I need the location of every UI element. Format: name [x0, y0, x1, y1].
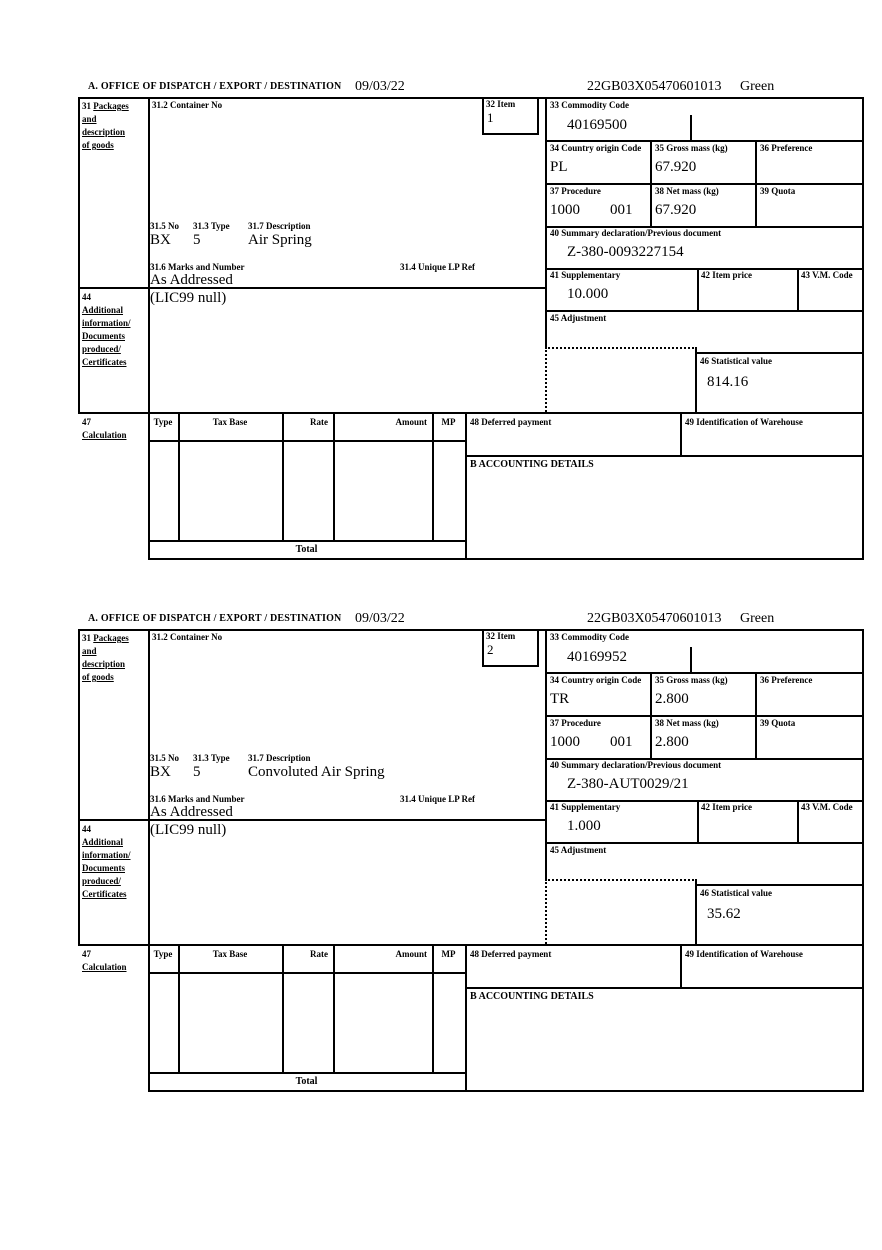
commodity-code-value: 40169500: [567, 117, 627, 133]
box44-additional-info-label: [82, 823, 131, 901]
divider: [482, 665, 539, 667]
divider: [78, 412, 864, 414]
package-no-label: 31.5 No: [150, 221, 179, 231]
divider: [862, 97, 864, 560]
box47-number: 47: [82, 417, 91, 427]
container-no-label: 31.2 Container No: [152, 632, 223, 642]
unique-lp-ref-label: 31.4 Unique LP Ref: [400, 794, 476, 804]
previous-document-value: Z-380-AUT0029/21: [567, 776, 689, 792]
country-origin-value: TR: [550, 691, 570, 707]
divider: [690, 115, 692, 140]
divider: [545, 672, 864, 674]
divider: [78, 629, 80, 944]
divider: [148, 558, 864, 560]
package-no-value: BX: [150, 232, 171, 248]
country-origin-label: 34 Country origin Code: [550, 675, 642, 685]
package-no-label: 31.5 No: [150, 753, 179, 763]
divider: [432, 412, 434, 540]
divider: [697, 800, 699, 842]
calc-col-mp: MP: [441, 417, 456, 427]
divider: [333, 944, 335, 1072]
divider: [545, 715, 864, 717]
divider: [148, 97, 150, 560]
package-no-value: BX: [150, 764, 171, 780]
divider: [178, 412, 180, 540]
divider: [537, 97, 539, 135]
box44-word: Certificates: [82, 357, 127, 367]
marks-value: As Addressed: [150, 804, 233, 820]
divider: [697, 268, 699, 310]
divider: [465, 944, 467, 1092]
additional-info-value: (LIC99 null): [150, 822, 227, 838]
box31-packages-label: [82, 632, 129, 684]
quota-label: 39 Quota: [760, 718, 796, 728]
divider: [465, 987, 864, 989]
description-label: 31.7 Description: [248, 753, 311, 763]
divider: [482, 97, 484, 135]
divider: [650, 140, 652, 226]
previous-document-label: 40 Summary declaration/Previous document: [550, 760, 722, 770]
divider: [148, 629, 150, 1092]
additional-info-value: (LIC99 null): [150, 290, 227, 306]
divider: [695, 884, 864, 886]
divider: [148, 540, 467, 542]
item-number-value: 1: [487, 110, 494, 125]
divider: [148, 1090, 864, 1092]
divider: [333, 412, 335, 540]
valuation-dotted-border: [545, 879, 547, 944]
procedure-value-1: 1000: [550, 734, 580, 750]
marks-label: 31.6 Marks and Number: [150, 262, 245, 272]
supplementary-value: 1.000: [567, 818, 601, 834]
divider: [695, 879, 697, 944]
divider: [862, 629, 864, 1092]
divider: [78, 629, 864, 631]
calc-col-amount: Amount: [395, 417, 427, 427]
box31-word: Packages: [93, 101, 129, 111]
net-mass-value: 2.800: [655, 734, 689, 750]
calc-col-tax-base: Tax Base: [212, 417, 248, 427]
box31-word: and: [82, 646, 97, 656]
divider: [148, 972, 467, 974]
adjustment-label: 45 Adjustment: [550, 313, 607, 323]
accounting-details-label: B ACCOUNTING DETAILS: [470, 459, 594, 470]
quota-label: 39 Quota: [760, 186, 796, 196]
supplementary-label: 41 Supplementary: [550, 802, 621, 812]
valuation-dotted-border: [545, 347, 697, 349]
declaration-date: 09/03/22: [355, 79, 405, 94]
divider: [755, 140, 757, 226]
divider: [537, 629, 539, 667]
preference-label: 36 Preference: [760, 143, 813, 153]
divider: [78, 944, 864, 946]
net-mass-value: 67.920: [655, 202, 697, 218]
box44-number: 44: [82, 824, 91, 834]
statistical-value-label: 46 Statistical value: [700, 888, 772, 898]
declaration-reference: 22GB03X05470601013: [587, 79, 722, 94]
gross-mass-label: 35 Gross mass (kg): [655, 143, 728, 153]
procedure-label: 37 Procedure: [550, 186, 601, 196]
deferred-payment-label: 48 Deferred payment: [470, 949, 552, 959]
country-origin-value: PL: [550, 159, 568, 175]
preference-label: 36 Preference: [760, 675, 813, 685]
box47-word: Calculation: [82, 962, 127, 972]
box44-word: information/: [82, 318, 131, 328]
description-value: Air Spring: [248, 232, 312, 248]
divider: [78, 97, 864, 99]
calc-total-label: Total: [295, 544, 318, 555]
box44-additional-info-label: [82, 291, 131, 369]
divider: [695, 352, 864, 354]
procedure-value-2: 001: [610, 734, 633, 750]
commodity-code-label: 33 Commodity Code: [550, 632, 629, 642]
box44-word: Documents: [82, 331, 125, 341]
vm-code-label: 43 V.M. Code: [801, 802, 853, 812]
warehouse-id-label: 49 Identification of Warehouse: [685, 417, 803, 427]
box31-packages-label: [82, 100, 129, 152]
divider: [545, 97, 547, 347]
package-type-label: 31.3 Type: [193, 221, 230, 231]
statistical-value: 35.62: [707, 906, 741, 922]
box31-word: description: [82, 127, 126, 137]
divider: [545, 842, 864, 844]
declaration-date: 09/03/22: [355, 611, 405, 626]
box44-word: produced/: [82, 344, 121, 354]
office-of-dispatch-heading: A. OFFICE OF DISPATCH / EXPORT / DESTINATION: [88, 81, 342, 92]
divider: [797, 800, 799, 842]
valuation-dotted-border: [545, 879, 697, 881]
box31-label-line: [82, 632, 129, 645]
divider: [465, 412, 467, 560]
office-of-dispatch-heading: A. OFFICE OF DISPATCH / EXPORT / DESTINATION: [88, 613, 342, 624]
divider: [282, 944, 284, 1072]
sad-continuation-item-section: [0, 610, 882, 1094]
divider: [465, 455, 864, 457]
supplementary-value: 10.000: [567, 286, 609, 302]
divider: [545, 140, 864, 142]
gross-mass-label: 35 Gross mass (kg): [655, 675, 728, 685]
divider: [755, 672, 757, 758]
calc-col-type: Type: [153, 949, 173, 959]
calc-total-label: Total: [295, 1076, 318, 1087]
box31-word: Packages: [93, 633, 129, 643]
calc-col-tax-base: Tax Base: [212, 949, 248, 959]
box31-number: 31: [82, 633, 91, 643]
item-price-label: 42 Item price: [701, 270, 752, 280]
procedure-value-1: 1000: [550, 202, 580, 218]
package-type-value: 5: [193, 232, 201, 248]
box31-word: description: [82, 659, 126, 669]
statistical-value-label: 46 Statistical value: [700, 356, 772, 366]
unique-lp-ref-label: 31.4 Unique LP Ref: [400, 262, 476, 272]
calc-col-mp: MP: [441, 949, 456, 959]
divider: [282, 412, 284, 540]
item-price-label: 42 Item price: [701, 802, 752, 812]
box44-number: 44: [82, 292, 91, 302]
description-value: Convoluted Air Spring: [248, 764, 385, 780]
accounting-details-label: B ACCOUNTING DETAILS: [470, 991, 594, 1002]
box31-word: and: [82, 114, 97, 124]
box44-word: Certificates: [82, 889, 127, 899]
calc-col-rate: Rate: [310, 949, 328, 959]
marks-value: As Addressed: [150, 272, 233, 288]
commodity-code-label: 33 Commodity Code: [550, 100, 629, 110]
divider: [797, 268, 799, 310]
commodity-code-value: 40169952: [567, 649, 627, 665]
net-mass-label: 38 Net mass (kg): [655, 186, 719, 196]
warehouse-id-label: 49 Identification of Warehouse: [685, 949, 803, 959]
container-no-label: 31.2 Container No: [152, 100, 223, 110]
divider: [178, 944, 180, 1072]
box31-word: of goods: [82, 672, 114, 682]
divider: [78, 97, 80, 412]
gross-mass-value: 67.920: [655, 159, 697, 175]
package-type-label: 31.3 Type: [193, 753, 230, 763]
calc-col-amount: Amount: [395, 949, 427, 959]
previous-document-value: Z-380-0093227154: [567, 244, 684, 260]
divider: [545, 310, 864, 312]
calc-col-rate: Rate: [310, 417, 328, 427]
valuation-dotted-border: [545, 347, 547, 412]
box44-word: produced/: [82, 876, 121, 886]
box47-number: 47: [82, 949, 91, 959]
box44-word: Documents: [82, 863, 125, 873]
item-number-value: 2: [487, 642, 494, 657]
box44-word: Additional: [82, 305, 124, 315]
adjustment-label: 45 Adjustment: [550, 845, 607, 855]
statistical-value: 814.16: [707, 374, 749, 390]
package-type-value: 5: [193, 764, 201, 780]
marks-label: 31.6 Marks and Number: [150, 794, 245, 804]
deferred-payment-label: 48 Deferred payment: [470, 417, 552, 427]
divider: [690, 647, 692, 672]
box44-word: information/: [82, 850, 131, 860]
divider: [482, 629, 484, 667]
item-number-label: 32 Item: [486, 631, 516, 641]
procedure-value-2: 001: [610, 202, 633, 218]
previous-document-label: 40 Summary declaration/Previous document: [550, 228, 722, 238]
supplementary-label: 41 Supplementary: [550, 270, 621, 280]
divider: [545, 629, 547, 879]
divider: [482, 133, 539, 135]
gross-mass-value: 2.800: [655, 691, 689, 707]
box47-word: Calculation: [82, 430, 127, 440]
description-label: 31.7 Description: [248, 221, 311, 231]
box31-word: of goods: [82, 140, 114, 150]
box47-calculation-label: [82, 416, 127, 442]
box47-calculation-label: [82, 948, 127, 974]
divider: [148, 1072, 467, 1074]
vm-code-label: 43 V.M. Code: [801, 270, 853, 280]
net-mass-label: 38 Net mass (kg): [655, 718, 719, 728]
routing-status: Green: [740, 79, 775, 94]
box44-word: Additional: [82, 837, 124, 847]
box31-number: 31: [82, 101, 91, 111]
divider: [650, 672, 652, 758]
country-origin-label: 34 Country origin Code: [550, 143, 642, 153]
divider: [695, 347, 697, 412]
item-number-label: 32 Item: [486, 99, 516, 109]
divider: [432, 944, 434, 1072]
divider: [545, 183, 864, 185]
declaration-reference: 22GB03X05470601013: [587, 611, 722, 626]
calc-col-type: Type: [153, 417, 173, 427]
sad-continuation-item-section: [0, 78, 882, 562]
divider: [148, 440, 467, 442]
divider: [680, 412, 682, 455]
box31-label-line: [82, 100, 129, 113]
routing-status: Green: [740, 611, 775, 626]
procedure-label: 37 Procedure: [550, 718, 601, 728]
divider: [680, 944, 682, 987]
